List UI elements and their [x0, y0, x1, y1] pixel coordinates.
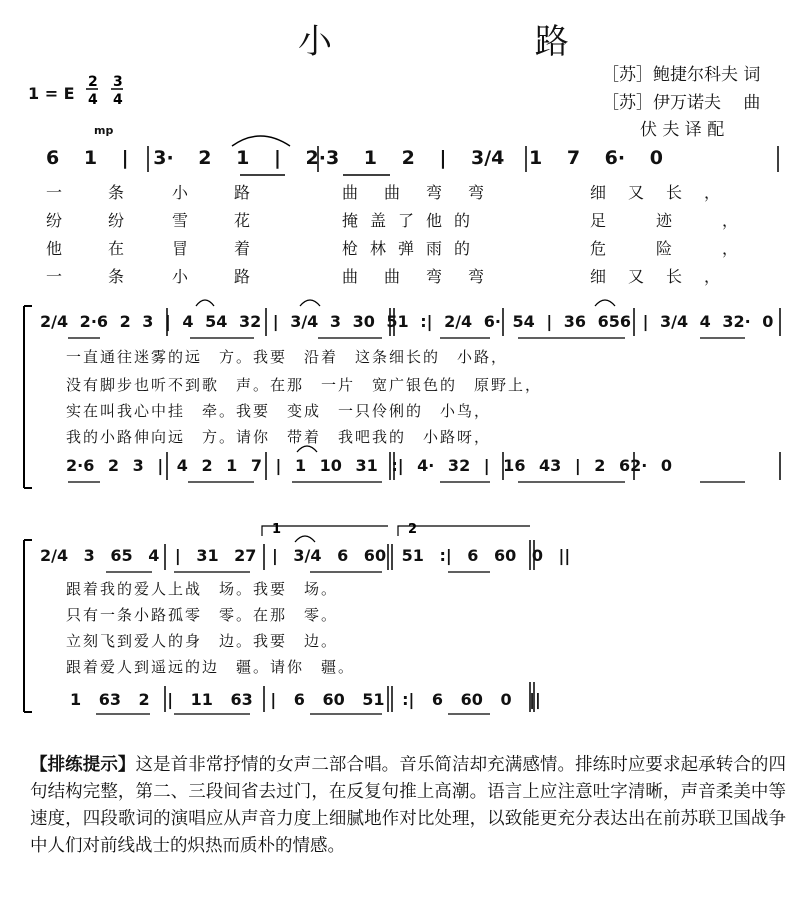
lyric-v2-a: 纷纷 — [46, 211, 171, 230]
key-signature: 1 = E — [28, 84, 75, 103]
song-title: 小 路 — [298, 22, 665, 62]
svg-text:2: 2 — [88, 74, 98, 90]
system3-lyric-2: 只有一条小路孤零 零。在那 零。 — [66, 606, 339, 624]
arranger-credit: 伏 夫 译 配 — [640, 120, 725, 140]
composer-credit: ［苏］伊万诺夫 曲 — [602, 93, 761, 113]
rehearsal-note — [30, 752, 786, 860]
lyric-v3-c: 枪林弹雨的 — [342, 239, 483, 258]
rehearsal-note-label: 【排练提示】 — [30, 755, 136, 775]
system2-bracket — [24, 306, 32, 488]
lyric-v2-d: 足迹， — [590, 211, 789, 230]
system2-upper-notation: 2/4 2·6 2 3 | 4 54 32 | 3/4 3 30 51 :| 2/4 6· 54 | 36 656 | 3/4 4 32· 0 — [40, 312, 774, 331]
svg-text:3: 3 — [113, 74, 123, 90]
system3-lyric-1: 跟着我的爱人上战 场。我要 场。 — [66, 580, 339, 598]
lyric-v1-c: 曲曲弯弯 — [342, 183, 511, 202]
system3-bracket — [24, 540, 32, 712]
volta-1-label: 1 — [272, 522, 282, 537]
lyricist-credit: ［苏］鲍捷尔科夫 词 — [602, 65, 761, 85]
system2-lyric-2: 没有脚步也听不到歌 声。在那 一片 宽广银色的 原野上， — [66, 376, 543, 394]
volta-2-label: 2 — [408, 522, 418, 537]
lyric-v1-b: 小路 — [172, 183, 297, 202]
system3-lower-notation: 1 63 2 | 11 63 | 6 60 51 :| 6 60 0 || — [70, 690, 541, 709]
lyric-v3-b: 冒着 — [172, 239, 297, 258]
time-signature-2-4 — [86, 74, 123, 108]
lyric-v4-d: 细又长， — [590, 267, 743, 286]
lyric-v3-d: 危险， — [590, 239, 789, 258]
lyric-v4-a: 一条 — [46, 267, 171, 286]
svg-text:4: 4 — [113, 92, 123, 108]
system3-barlines — [165, 540, 534, 712]
system3-lyric-3: 立刻飞到爱人的身 边。我要 边。 — [66, 632, 339, 650]
volta-brackets — [262, 526, 530, 536]
system2-lyric-4: 我的小路伸向远 方。请你 带着 我吧我的 小路呀， — [66, 428, 492, 446]
lyric-v1-d: 细又长， — [590, 183, 743, 202]
system3-lyric-4: 跟着爱人到遥远的边 疆。请你 疆。 — [66, 658, 356, 676]
lyric-v2-b: 雪花 — [172, 211, 297, 230]
lyric-v1-a: 一条 — [46, 183, 171, 202]
system2-lyric-3: 实在叫我心中挂 牵。我要 变成 一只伶俐的 小鸟， — [66, 402, 492, 420]
rehearsal-note-body: 这是首非常抒情的女声二部合唱。音乐简洁却充满感情。排练时应要求起承转合的四句结构完整，第二、三段间省去过门，在反复句推上高潮。语言上应注意吐字清晰，声音柔美中等速度，四段歌词的演唱应从声音力度上细腻地作对比处理，以致能更充分表达出在前苏联卫国战争中人们对前线战士的炽热而质朴的情感。 — [30, 755, 786, 856]
system2-lower-notation: 2·6 2 3 | 4 2 1 7 | 1 10 31 :| 4· 32 | 16 43 | 2 62· 0 — [66, 456, 673, 475]
lyric-v3-a: 他在 — [46, 239, 171, 258]
lyric-v4-b: 小路 — [172, 267, 297, 286]
lyric-v4-c: 曲曲弯弯 — [342, 267, 511, 286]
svg-text:4: 4 — [88, 92, 98, 108]
lyric-v2-c: 掩盖了他的 — [342, 211, 483, 230]
system1-notation: 6 1 | 3· 2 1 | 2·3 1 2 | 3/4 1 7 6· 0 — [46, 147, 663, 169]
dynamic-marking: mp — [94, 124, 114, 137]
system3-upper-notation: 2/4 3 65 4 | 31 27 | 3/4 6 60 51 :| 6 60 0 || — [40, 546, 571, 565]
system2-lyric-1: 一直通往迷雾的远 方。我要 沿着 这条细长的 小路， — [66, 348, 509, 366]
